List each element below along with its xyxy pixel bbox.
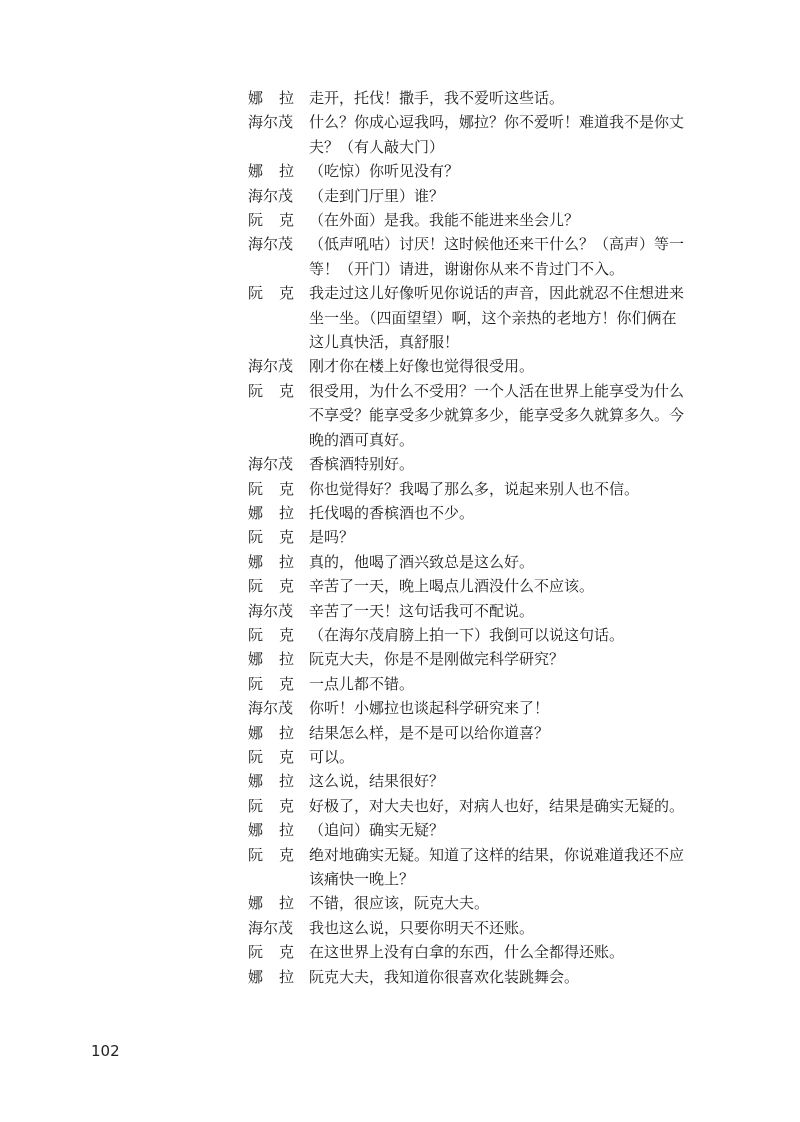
speaker-name: 娜拉	[248, 723, 311, 742]
dialogue-text: 你听！小娜拉也谈起科学研究来了！	[309, 699, 550, 718]
dialogue-text: 晚的酒可真好。	[309, 430, 415, 449]
speaker-name: 阮克	[248, 674, 311, 693]
speaker-name: 阮克	[248, 284, 311, 303]
dialogue-text: 真的，他喝了酒兴致总是这么好。	[309, 552, 535, 571]
speaker-name: 海尔茂	[248, 455, 294, 474]
dialogue-line	[248, 721, 718, 745]
speaker-name: 海尔茂	[248, 601, 294, 620]
dialogue-text: 绝对地确实无疑。知道了这样的结果，你说难道我还不应	[309, 845, 685, 864]
dialogue-text: 结果怎么样，是不是可以给你道喜？	[309, 723, 550, 742]
speaker-name: 阮克	[248, 577, 311, 596]
dialogue-text: 该痛快一晚上？	[309, 870, 415, 888]
dialogue-text: 刚才你在楼上好像也觉得很受用。	[309, 357, 535, 376]
dialogue-line	[248, 379, 718, 403]
dialogue-text: 辛苦了一天！这句话我可不配说。	[309, 601, 535, 620]
speaker-name: 娜拉	[248, 162, 311, 181]
dialogue-text: 阮克大夫，我知道你很喜欢化装跳舞会。	[309, 967, 580, 986]
dialogue-text: （低声吼咕）讨厌！这时候他还来干什么？（高声）等一	[309, 235, 685, 254]
dialogue-line	[248, 599, 718, 623]
speaker-name: 阮克	[248, 479, 311, 498]
dialogue-line	[248, 794, 718, 818]
speaker-name: 娜拉	[248, 772, 311, 791]
dialogue-text: 阮克大夫，你是不是刚做完科学研究？	[309, 650, 565, 669]
dialogue-text: 这么说，结果很好？	[309, 772, 445, 791]
dialogue-text: 好极了，对大夫也好，对病人也好，结果是确实无疑的。	[309, 796, 685, 815]
dialogue-line	[248, 232, 718, 256]
speaker-name: 阮克	[248, 845, 311, 864]
dialogue-text: 可以。	[309, 747, 355, 766]
speaker-name: 阮克	[248, 747, 311, 766]
dialogue-text: （追问）确实无疑？	[309, 821, 445, 840]
dialogue-line	[248, 696, 718, 720]
dialogue-line	[248, 330, 718, 354]
dialogue-line	[248, 647, 718, 671]
dialogue-line	[248, 940, 718, 964]
dialogue-line	[248, 843, 718, 867]
dialogue-text: 香槟酒特别好。	[309, 455, 415, 474]
dialogue-text: 不错，很应该，阮克大夫。	[309, 894, 490, 913]
dialogue-line	[248, 159, 718, 183]
speaker-name: 阮克	[248, 943, 311, 962]
dialogue-text: 你也觉得好？我喝了那么多，说起来别人也不信。	[309, 479, 640, 498]
dialogue-text: 我也这么说，只要你明天不还账。	[309, 918, 535, 937]
dialogue-text: （走到门厅里）谁？	[309, 186, 445, 205]
dialogue-text: 是吗？	[309, 528, 355, 547]
speaker-name: 阮克	[248, 211, 311, 230]
speaker-name: 阮克	[248, 796, 311, 815]
dialogue-text: 夫？（有人敲大门）	[309, 137, 445, 156]
dialogue-line	[248, 623, 718, 647]
speaker-name: 娜拉	[248, 967, 311, 986]
dialogue-text: 托伐喝的香槟酒也不少。	[309, 503, 475, 522]
dialogue-line	[248, 477, 718, 501]
speaker-name: 娜拉	[248, 650, 311, 669]
dialogue-line	[248, 86, 718, 110]
speaker-name: 阮克	[248, 528, 311, 547]
page-number: 102	[91, 1042, 120, 1060]
speaker-name: 海尔茂	[248, 699, 294, 718]
dialogue-line	[248, 184, 718, 208]
dialogue-line	[248, 525, 718, 549]
dialogue-line	[248, 403, 718, 427]
dialogue-line	[248, 306, 718, 330]
dialogue-line	[248, 550, 718, 574]
dialogue-line	[248, 672, 718, 696]
dialogue-line	[248, 428, 718, 452]
play-script	[248, 86, 718, 989]
dialogue-line	[248, 135, 718, 159]
dialogue-line	[248, 867, 718, 891]
dialogue-line	[248, 452, 718, 476]
dialogue-text: （吃惊）你听见没有？	[309, 162, 460, 181]
dialogue-text: 坐一坐。（四面望望）啊，这个亲热的老地方！你们俩在	[309, 308, 677, 327]
dialogue-line	[248, 916, 718, 940]
speaker-name: 娜拉	[248, 894, 311, 913]
dialogue-line	[248, 501, 718, 525]
dialogue-text: 等！（开门）请进，谢谢你从来不肯过门不入。	[309, 259, 625, 278]
dialogue-text: 这儿真快活，真舒服！	[309, 333, 460, 352]
speaker-name: 海尔茂	[248, 357, 294, 376]
dialogue-text: 我走过这儿好像听见你说话的声音，因此就忍不住想进来	[309, 284, 685, 303]
dialogue-line	[248, 745, 718, 769]
dialogue-line	[248, 574, 718, 598]
dialogue-line	[248, 891, 718, 915]
dialogue-text: （在海尔茂肩膀上拍一下）我倒可以说这句话。	[309, 625, 625, 644]
speaker-name: 海尔茂	[248, 235, 294, 254]
dialogue-text: 在这世界上没有白拿的东西，什么全都得还账。	[309, 943, 625, 962]
speaker-name: 海尔茂	[248, 918, 294, 937]
speaker-name: 娜拉	[248, 89, 311, 107]
dialogue-text: 什么？你成心逗我吗，娜拉？你不爱听！难道我不是你丈	[309, 113, 685, 132]
dialogue-text: （在外面）是我。我能不能进来坐会儿？	[309, 211, 580, 230]
speaker-name: 海尔茂	[248, 113, 294, 132]
speaker-name: 娜拉	[248, 552, 311, 571]
dialogue-line	[248, 208, 718, 232]
speaker-name: 娜拉	[248, 821, 311, 840]
dialogue-text: 不享受？能享受多少就算多少，能享受多久就算多久。今	[309, 406, 685, 425]
dialogue-text: 一点儿都不错。	[309, 674, 415, 693]
dialogue-text: 走开，托伐！撒手，我不爱听这些话。	[309, 89, 565, 107]
speaker-name: 阮克	[248, 625, 311, 644]
speaker-name: 海尔茂	[248, 186, 294, 205]
dialogue-line	[248, 354, 718, 378]
dialogue-line	[248, 281, 718, 305]
dialogue-line	[248, 110, 718, 134]
dialogue-text: 辛苦了一天，晚上喝点儿酒没什么不应该。	[309, 577, 595, 596]
dialogue-line	[248, 769, 718, 793]
dialogue-line	[248, 965, 718, 989]
speaker-name: 阮克	[248, 381, 311, 400]
dialogue-text: 很受用，为什么不受用？一个人活在世界上能享受为什么	[309, 381, 685, 400]
dialogue-line	[248, 257, 718, 281]
speaker-name: 娜拉	[248, 503, 311, 522]
dialogue-line	[248, 818, 718, 842]
